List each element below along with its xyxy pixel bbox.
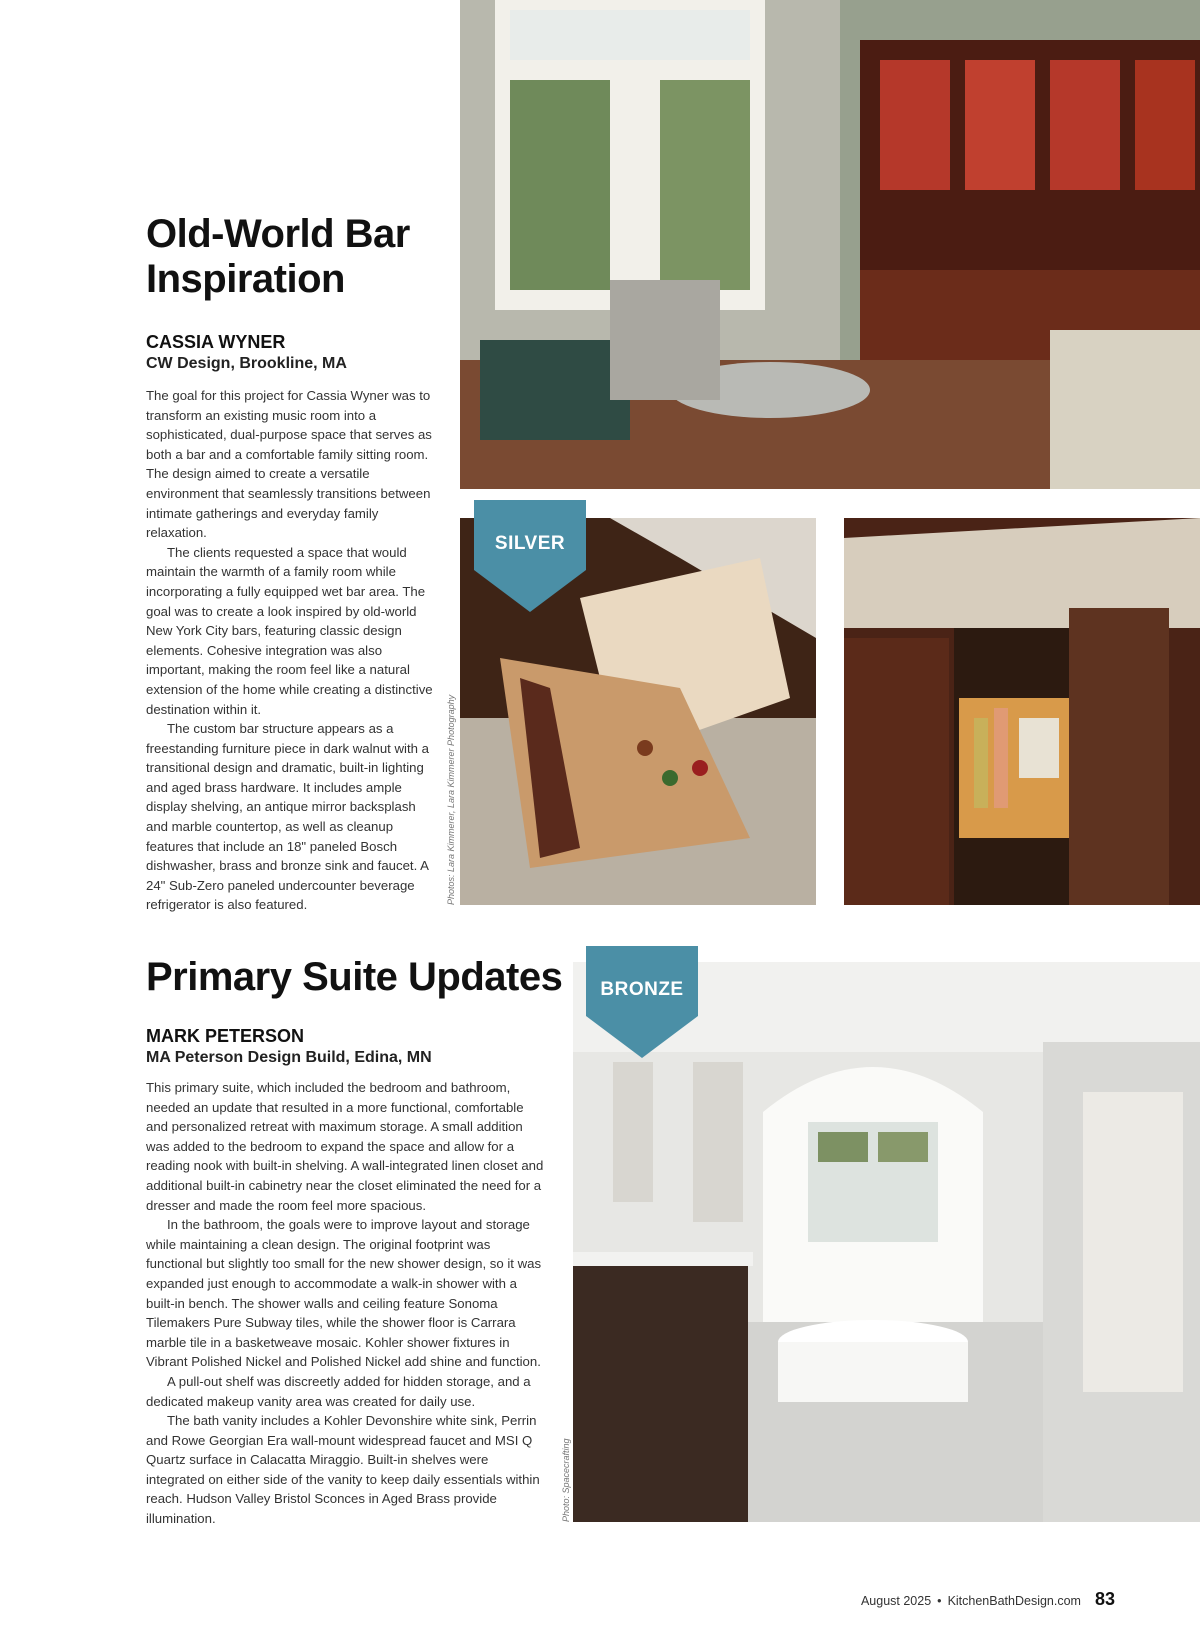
paragraph: In the bathroom, the goals were to improve layout and storage while maintaining a clean design. The original footprint was functional but slightly too small for the new shower design, so it was expanded just enough to accommodate a walk-in shower with a built-in bench. The shower walls and ceiling feature Sonoma Tilemakers Pure Subway tiles, while the shower floor is Carrara marble tile in a basketweave mosaic. Kohler shower fixtures in Vibrant Polished Nickel and Polished Nickel add shine and function.	[146, 1217, 542, 1370]
award-ribbon-icon	[474, 500, 586, 612]
paragraph: The bath vanity includes a Kohler Devonshire white sink, Perrin and Rowe Georgian Era wall-mount widespread faucet and MSI Q Quartz surface in Calacatta Miraggio. Built-in shelves were integrated on either side of the vanity to keep daily essentials within reach. Hudson Valley Bristol Sconces in Aged Brass provide illumination.	[146, 1413, 540, 1527]
designer-name: MARK PETERSON	[146, 1026, 305, 1046]
article-title-bar	[146, 212, 446, 302]
page-number: 83	[1094, 1589, 1115, 1609]
website-url: KitchenBathDesign.com	[947, 1594, 1081, 1608]
photo-credit-bar: Photos: Lara Kimmerer, Lara Kimmerer Photography	[446, 694, 456, 905]
article-body	[146, 1078, 544, 1529]
beverage-fridge-photo	[844, 518, 1200, 905]
firm-name: MA Peterson Design Build, Edina, MN	[146, 1049, 432, 1066]
page-footer	[861, 1589, 1115, 1610]
bar-room-photo	[460, 0, 1200, 489]
title-line-1: Old-World Bar	[146, 212, 410, 256]
footer-separator: •	[937, 1594, 942, 1608]
bronze-award-badge	[586, 946, 698, 1058]
paragraph: The clients requested a space that would maintain the warmth of a family room while incorporating a fully equipped wet bar area. The goal was to create a look inspired by old-world New York City bars, featuring classic design elements. Cohesive integration was also important, making the room feel like a natural extension of the home while creating a distinctive destination within it.	[146, 544, 433, 717]
title-line-2: Inspiration	[146, 256, 345, 301]
issue-date: August 2025	[860, 1594, 932, 1608]
award-label: SILVER	[494, 533, 566, 554]
article-title-suite: Primary Suite Updates	[146, 955, 563, 999]
article-body	[146, 386, 433, 915]
photo-credit-bathroom: Photo: Spacecrafting	[561, 1438, 571, 1522]
designer-name: CASSIA WYNER	[146, 332, 286, 352]
paragraph: This primary suite, which included the bedroom and bathroom, needed an update that resulted in a more functional, comfortable and personalized retreat with maximum storage. A small addition was added to the bedroom to expand the space and allow for a reading nook with built-in shelving. A wall-integrated linen closet and additional built-in cabinetry near the closet eliminated the need for a dresser and made the room feel more spacious.	[146, 1080, 544, 1213]
paragraph: The goal for this project for Cassia Wyner was to transform an existing music room into a sophisticated, dual-purpose space that serves as both a bar and a comfortable family sitting room. The design aimed to create a versatile environment that seamlessly transitions between intimate gatherings and everyday family relaxation.	[146, 388, 432, 541]
paragraph: The custom bar structure appears as a freestanding furniture piece in dark walnut with a transitional design and dramatic, built-in lighting and aged brass hardware. It includes ample display shelving, an antique mirror backsplash and marble countertop, as well as cleanup features that include an 18" paneled Bosch dishwasher, brass and bronze sink and faucet. A 24" Sub-Zero paneled undercounter beverage refrigerator is also featured.	[146, 721, 429, 913]
silver-award-badge	[474, 500, 586, 612]
paragraph: A pull-out shelf was discreetly added for hidden storage, and a dedicated makeup vanity area was created for daily use.	[146, 1373, 531, 1409]
firm-name: CW Design, Brookline, MA	[146, 355, 347, 372]
award-ribbon-icon	[586, 946, 698, 1058]
award-label: BRONZE	[600, 979, 684, 1000]
